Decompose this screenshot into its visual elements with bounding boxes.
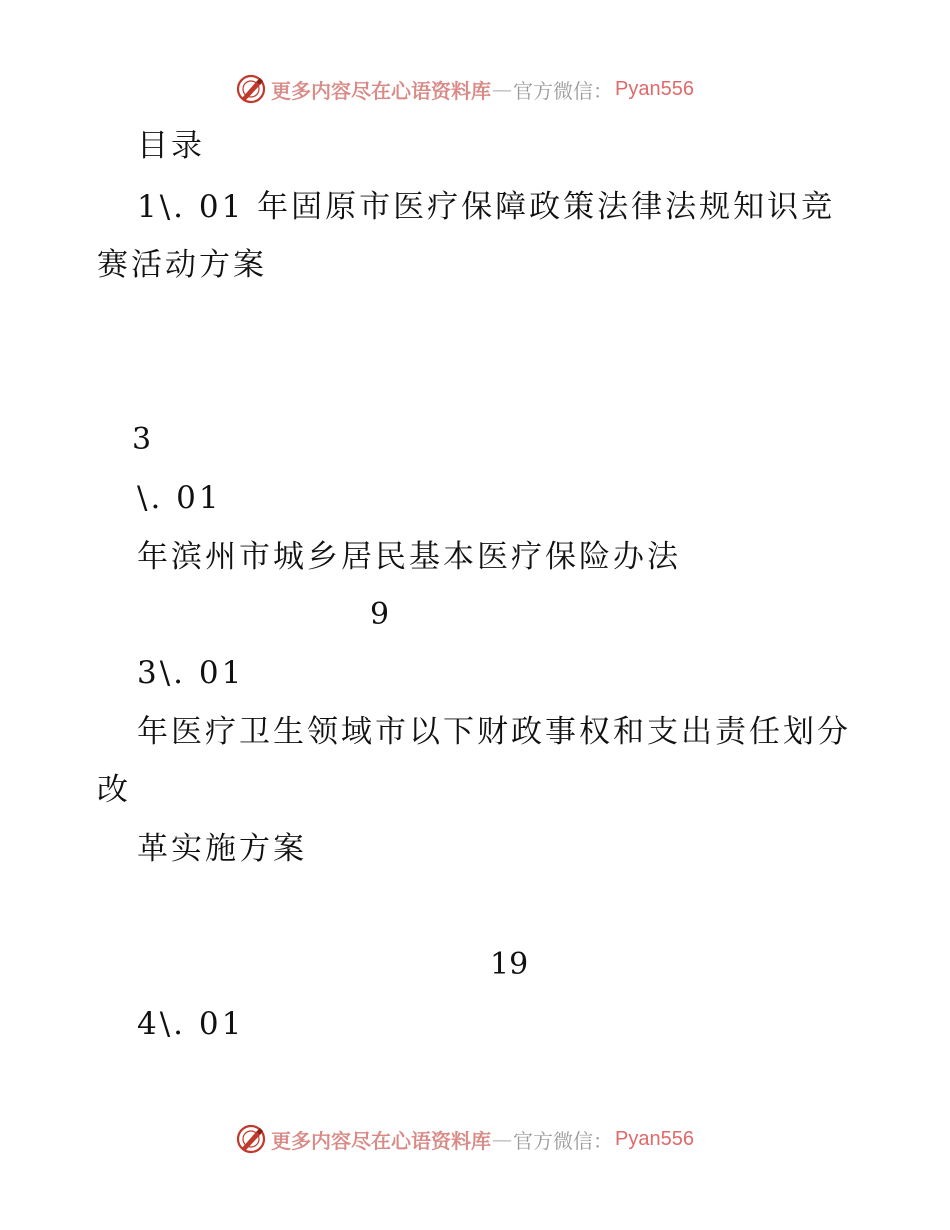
toc-entry-2-line-1: \. 01 xyxy=(137,480,222,516)
dot-leader xyxy=(137,323,847,335)
toc-entry-4-line-1: 4\. 01 xyxy=(137,1006,245,1042)
watermark-dash: — xyxy=(492,77,512,101)
toc-entry-3-line-2: 年医疗卫生领域市以下财政事权和支出责任划分 xyxy=(137,714,851,750)
toc-entry-1-page: 3 xyxy=(132,422,152,457)
dot-leader xyxy=(97,616,357,628)
watermark-dash: — xyxy=(492,1127,512,1151)
watermark-site-text: 更多内容尽在心语资料库 xyxy=(271,78,491,103)
watermark-site-text: 更多内容尽在心语资料库 xyxy=(271,1128,491,1153)
watermark-account: Pyan556 xyxy=(615,1127,694,1150)
dot-leader xyxy=(97,966,477,978)
watermark-account: Pyan556 xyxy=(615,77,694,100)
toc-entry-2-line-2: 年滨州市城乡居民基本医疗保险办法 xyxy=(137,539,681,575)
toc-entry-3-line-4: 革实施方案 xyxy=(137,831,307,867)
toc-entry-2-page: 9 xyxy=(370,597,390,632)
watermark-wechat-label: 官方微信： xyxy=(513,78,613,103)
dot-leader xyxy=(97,440,137,452)
watermark-wechat-label: 官方微信： xyxy=(513,1128,613,1153)
dot-leader xyxy=(97,382,847,394)
pen-logo-icon xyxy=(236,1124,266,1154)
toc-entry-3-page: 19 xyxy=(490,947,529,982)
dot-leader xyxy=(97,908,847,920)
pen-logo-icon xyxy=(236,74,266,104)
toc-entry-1-line-2: 赛活动方案 xyxy=(97,247,267,283)
toc-entry-1-line-1: 1\. 01 年固原市医疗保障政策法律法规知识竞 xyxy=(137,189,836,225)
toc-entry-3-line-1: 3\. 01 xyxy=(137,655,245,691)
toc-title: 目录 xyxy=(137,128,205,164)
header-watermark xyxy=(236,72,694,106)
footer-watermark xyxy=(236,1122,694,1156)
toc-entry-3-line-3: 改 xyxy=(97,772,131,808)
